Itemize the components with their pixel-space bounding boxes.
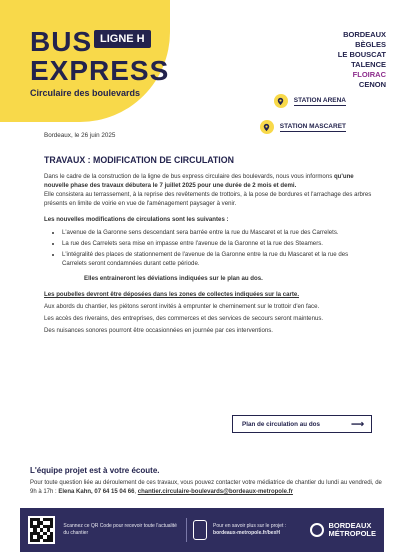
pedestrians-note: Aux abords du chantier, les piétons seront invités à emprunter le cheminement sur le trottoir d'en face. [44, 303, 320, 310]
location-pin-icon [274, 94, 288, 108]
noise-note: Des nuisances sonores pourront être occasionnées en journée par ces interventions. [44, 327, 273, 334]
footer-divider [186, 518, 187, 542]
bins-note: Les poubelles devront être déposées dans les zones de collectes indiquées sur la carte. [44, 291, 300, 298]
town: TALENCE [351, 60, 386, 69]
team-heading: L'équipe projet est à votre écoute. [30, 466, 160, 475]
map-link-button[interactable] [232, 415, 372, 433]
logo-bus: BUS [30, 26, 93, 57]
access-note: Les accès des riverains, des entreprises, des commerces et des services de secours seront maintenus. [44, 315, 324, 322]
map-link-label: Plan de circulation au dos [242, 420, 321, 428]
contact-text: Pour toute question liée au déroulement de ces travaux, vous pouvez contacter votre médiatrice de chantier du lundi au vendredi, de 9h à 17h : [30, 480, 382, 495]
towns-list [338, 30, 386, 90]
list-item: • La rue des Carrelets sera mise en impasse entre l'avenue de la Garonne et la rue des Steamers. [62, 239, 374, 248]
town-highlight: FLOIRAC [352, 70, 386, 79]
metropole-logo-icon [310, 523, 324, 537]
intro-detail: Elle consistera au terrassement, à la reprise des revêtements de trottoirs, à la pose de bordures et l'arrachage des arbres présents en limite de voirie en vue de l'aménagement paysager à venir. [44, 191, 372, 207]
qr-instruction: Scannez ce QR Code pour recevoir toute l'actualité du chantier [63, 523, 177, 536]
bordeaux-metropole-logo [310, 522, 376, 538]
town: BÈGLES [355, 40, 386, 49]
logo-subtitle: Circulaire des boulevards [30, 88, 141, 98]
station-label: STATION ARENA [293, 96, 346, 104]
intro-text: Dans le cadre de la construction de la ligne de bus express circulaire des boulevards, nous vous informons [44, 173, 334, 180]
arrow-right-icon: ⟶ [351, 418, 364, 429]
contact-email-link[interactable]: chantier.circulaire-boulevards@bordeaux-metropole.fr [137, 489, 293, 495]
project-info [213, 523, 310, 537]
letter-body [44, 172, 374, 335]
project-info-label: Pour en savoir plus sur le projet : [213, 523, 287, 529]
town: BORDEAUX [343, 30, 386, 39]
bus-express-logo [30, 28, 169, 98]
project-url-link[interactable]: bordeaux-metropole.fr/bexH [213, 530, 280, 536]
intro-bold: qu'une nouvelle phase des travaux débutera le 7 juillet 2025 pour une durée de 2 mois et demi. [44, 173, 354, 189]
letter-date: Bordeaux, le 26 juin 2025 [44, 132, 116, 139]
station-label: STATION MASCARET [279, 122, 346, 130]
station-mascaret [260, 120, 346, 134]
contact-paragraph [30, 479, 382, 497]
smartphone-icon [193, 520, 207, 540]
qr-code-icon[interactable] [28, 516, 55, 544]
brand-line-1: BORDEAUX [328, 521, 372, 530]
intro-paragraph [44, 172, 374, 190]
town: CENON [358, 80, 386, 89]
mods-list [62, 228, 374, 268]
brand-line-2: MÉTROPOLE [328, 529, 376, 538]
mods-heading: Les nouvelles modifications de circulations sont les suivantes : [44, 216, 229, 223]
list-item: • L'avenue de la Garonne sens descendant sera barrée entre la rue du Mascaret et la rue des Carrelets. [62, 228, 374, 237]
station-arena [274, 94, 346, 108]
mediator-contact: Elena Kahn, 07 64 15 04 66 [58, 489, 135, 495]
letter-title: TRAVAUX : MODIFICATION DE CIRCULATION [44, 155, 234, 165]
town: LE BOUSCAT [337, 50, 386, 59]
contact-separator: , [134, 489, 138, 495]
footer-banner [20, 508, 384, 552]
logo-line-badge: LIGNE H [94, 30, 151, 48]
location-pin-icon [260, 120, 274, 134]
logo-express: EXPRESS [30, 55, 170, 86]
deviations-note: Elles entraineront les déviations indiquées sur le plan au dos. [84, 275, 263, 282]
list-item: • L'intégralité des places de stationnement de l'avenue de la Garonne entre la rue du Mascaret et la rue des Carrelets seront condamnées durant cette période. [62, 250, 374, 268]
